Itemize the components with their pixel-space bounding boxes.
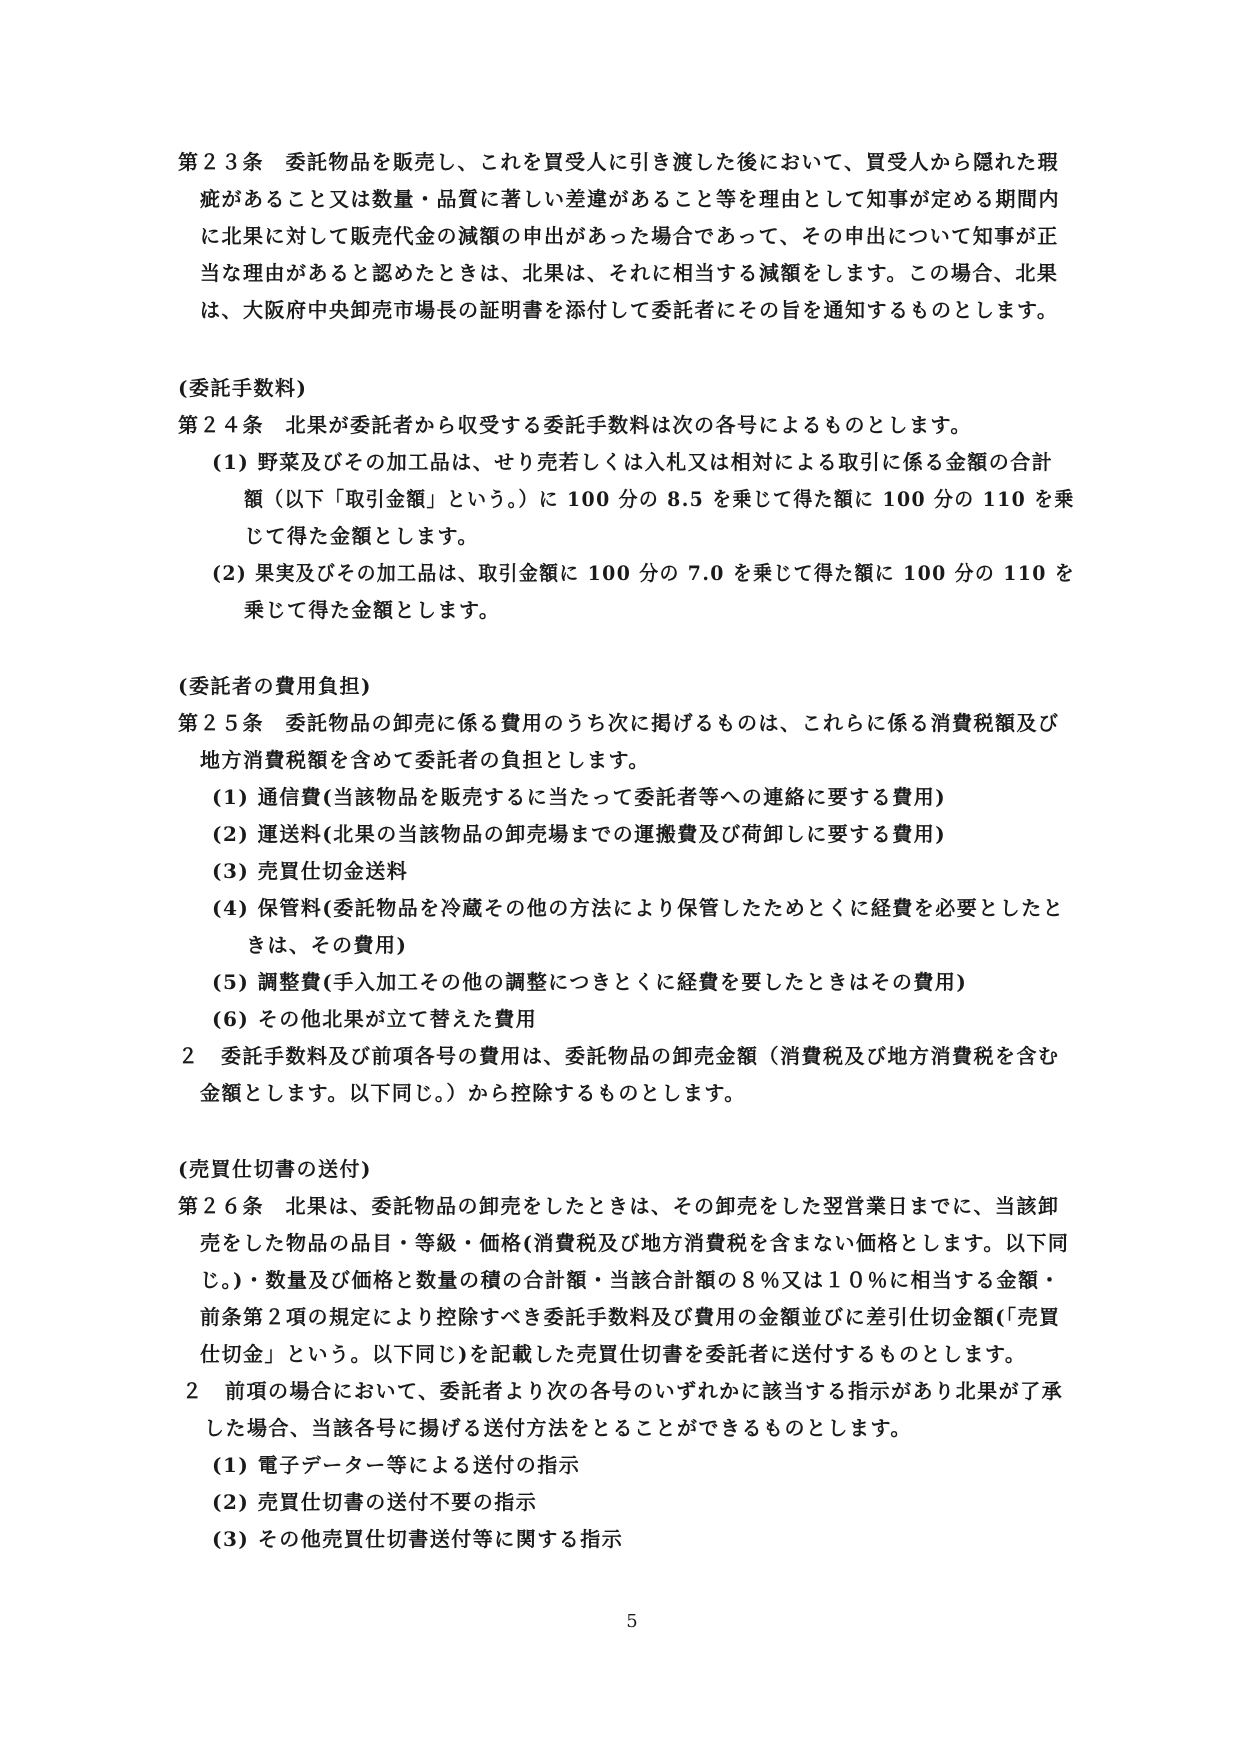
article-26-heading: (売買仕切書の送付) [178, 1157, 372, 1181]
article-26-line-5: 仕切金」という。以下同じ)を記載した売買仕切書を委託者に送付するものとします。 [200, 1342, 1027, 1366]
article-23-line-5: は、大阪府中央卸売市場長の証明書を添付して委託者にその旨を通知するものとします。 [200, 298, 1059, 322]
article-24-item-1-line-2: 額（以下「取引金額」という。）に 100 分の 8.5 を乗じて得た額に 100 分の 110 を乗 [244, 487, 1075, 511]
article-26-item-3: (3) その他売買仕切書送付等に関する指示 [212, 1527, 624, 1551]
article-25-heading: (委託者の費用負担) [178, 674, 372, 698]
article-25-line-2: 地方消費税額を含めて委託者の負担とします。 [200, 748, 650, 772]
article-25-line-1: 第２５条 委託物品の卸売に係る費用のうち次に掲げるものは、これらに係る消費税額及び [178, 711, 1060, 735]
article-26-paragraph-2-line-1: ２ 前項の場合において、委託者より次の各号のいずれかに該当する指示があり北果が了承 [182, 1379, 1064, 1403]
article-24-item-2-line-1: (2) 果実及びその加工品は、取引金額に 100 分の 7.0 を乗じて得た額に 100 分の 110 を [212, 561, 1076, 585]
article-24-item-2-line-2: 乗じて得た金額とします。 [244, 598, 501, 622]
article-26-line-4: 前条第２項の規定により控除すべき委託手数料及び費用の金額並びに差引仕切金額(「売買 [200, 1305, 1061, 1329]
article-24-item-1-line-1: (1) 野菜及びその加工品は、せり売若しくは入札又は相対による取引に係る金額の合計 [212, 450, 1054, 474]
article-26-item-1: (1) 電子データー等による送付の指示 [212, 1453, 581, 1477]
article-23-line-3: に北果に対して販売代金の減額の申出があった場合であって、その申出について知事が正 [200, 224, 1059, 248]
article-25-paragraph-2-line-2: 金額とします。以下同じ。）から控除するものとします。 [200, 1081, 746, 1105]
page-number: 5 [626, 1611, 638, 1632]
article-25-item-3: (3) 売買仕切金送料 [212, 859, 409, 883]
article-23-line-4: 当な理由があると認めたときは、北果は、それに相当する減額をします。この場合、北果 [200, 261, 1059, 285]
article-26-line-3: じ。)・数量及び価格と数量の積の合計額・当該合計額の８％又は１０％に相当する金額・ [200, 1268, 1061, 1292]
article-25-paragraph-2-line-1: ２ 委託手数料及び前項各号の費用は、委託物品の卸売金額（消費税及び地方消費税を含む [178, 1044, 1060, 1068]
article-25-item-6: (6) その他北果が立て替えた費用 [212, 1007, 538, 1031]
article-25-item-2: (2) 運送料(北果の当該物品の卸売場までの運搬費及び荷卸しに要する費用) [212, 822, 947, 846]
article-23-line-2: 疵があること又は数量・品質に著しい差違があること等を理由として知事が定める期間内 [200, 187, 1060, 211]
article-25-item-5: (5) 調整費(手入加工その他の調整につきとくに経費を要したときはその費用) [212, 970, 968, 994]
article-24-item-1-line-3: じて得た金額とします。 [244, 524, 479, 548]
article-26-line-2: 売をした物品の品目・等級・価格(消費税及び地方消費税を含まない価格とします。以下同 [200, 1231, 1070, 1255]
article-24-heading: (委託手数料) [178, 376, 308, 400]
article-26-item-2: (2) 売買仕切書の送付不要の指示 [212, 1490, 538, 1514]
article-24-line-1: 第２４条 北果が委託者から収受する委託手数料は次の各号によるものとします。 [178, 413, 972, 437]
article-26-line-1: 第２６条 北果は、委託物品の卸売をしたときは、その卸売をした翌営業日までに、当該卸 [178, 1194, 1060, 1218]
article-25-item-1: (1) 通信費(当該物品を販売するに当たって委託者等への連絡に要する費用) [212, 785, 947, 809]
article-25-item-4-line-2: きは、その費用) [246, 933, 408, 957]
article-25-item-4-line-1: (4) 保管料(委託物品を冷蔵その他の方法により保管したためとくに経費を必要としたと [212, 896, 1065, 920]
article-26-paragraph-2-line-2: した場合、当該各号に揚げる送付方法をとることができるものとします。 [204, 1416, 912, 1440]
article-23-line-1: 第２３条 委託物品を販売し、これを買受人に引き渡した後において、買受人から隠れた瑕 [178, 150, 1060, 174]
